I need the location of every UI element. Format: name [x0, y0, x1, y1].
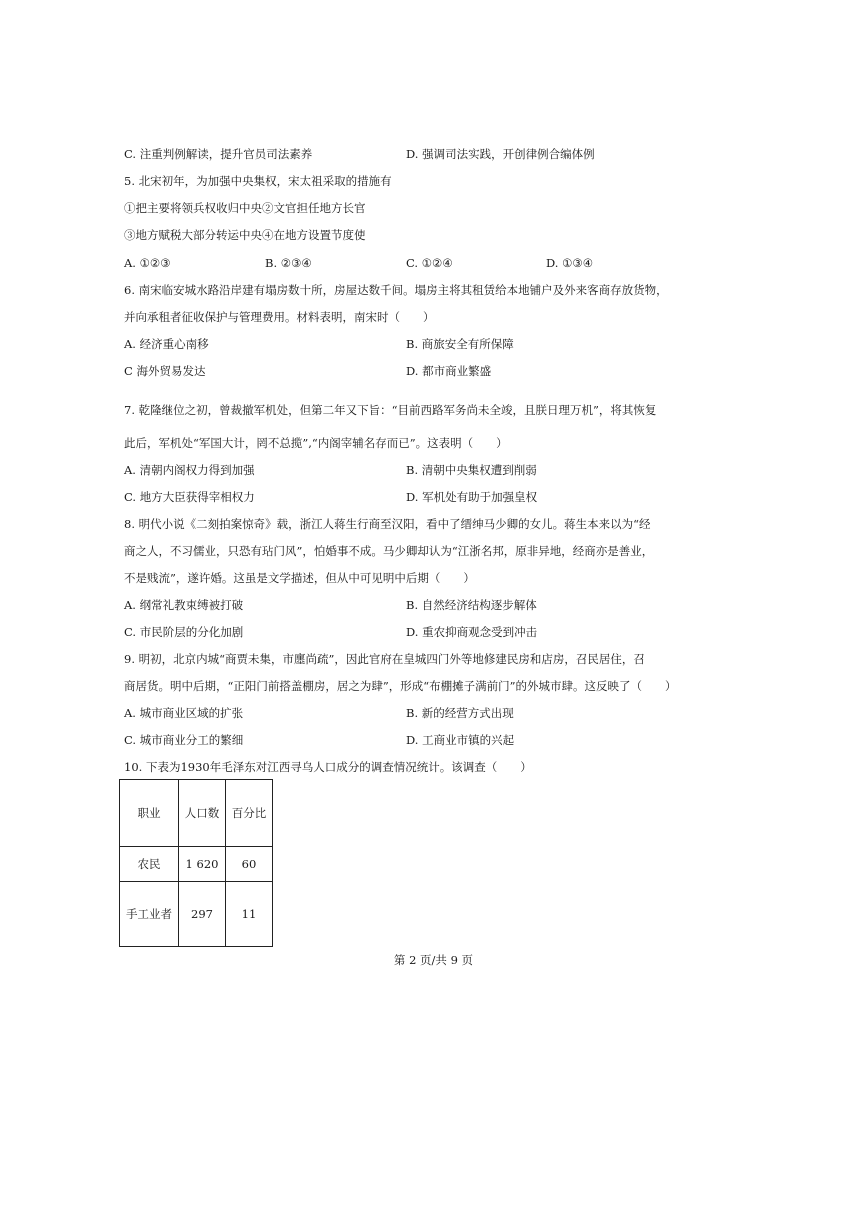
q8-option-a: A. 纲常礼教束缚被打破 — [124, 598, 244, 612]
q5-option-c: C. ①②④ — [406, 256, 453, 270]
table-cell: 11 — [226, 882, 273, 947]
q9-stem-line2: 商居货。明中后期，“正阳门前搭盖棚房，居之为肆”，形成“布棚摊子满前门”的外城市肆。这反映了（ ） — [124, 679, 677, 693]
q5-option-b: B. ②③④ — [265, 256, 312, 270]
q9-stem-line1: 9. 明初，北京内城“商贾未集，市廛尚疏”，因此官府在皇城四门外等地修建民房和店房，召民居住，召 — [124, 652, 645, 666]
q9-option-b: B. 新的经营方式出现 — [406, 706, 514, 720]
q8-option-d: D. 重农抑商观念受到冲击 — [406, 625, 538, 639]
table-header-row — [120, 780, 273, 847]
q6-option-a: A. 经济重心南移 — [124, 337, 209, 351]
q6-option-b: B. 商旅安全有所保障 — [406, 337, 514, 351]
q7-option-a: A. 清朝内阁权力得到加强 — [124, 463, 255, 477]
population-table — [119, 779, 273, 947]
q5-option-d: D. ①③④ — [546, 256, 594, 270]
q10-stem: 10. 下表为1930年毛泽东对江西寻乌人口成分的调查情况统计。该调查（ ） — [124, 760, 532, 774]
q7-stem-line2: 此后，军机处“军国大计，罔不总揽”,“内阁宰辅名存而已”。这表明（ ） — [124, 436, 508, 450]
q9-option-d: D. 工商业市镇的兴起 — [406, 733, 515, 747]
q4-option-c: C. 注重判例解读，提升官员司法素养 — [124, 147, 313, 161]
q6-stem-line1: 6. 南宋临安城水路沿岸建有塌房数十所，房屋达数千间。塌房主将其租赁给本地铺户及外来客商存放货物， — [124, 283, 668, 297]
q7-option-b: B. 清朝中央集权遭到削弱 — [406, 463, 537, 477]
q8-stem-line2: 商之人，不习儒业，只恐有玷门风”，怕婚事不成。马少卿却认为“江浙名邦，原非异地，经商亦是善业， — [124, 544, 654, 558]
table-cell: 1 620 — [179, 847, 226, 882]
table-row — [120, 847, 273, 882]
q4-option-d: D. 强调司法实践，开创律例合编体例 — [406, 147, 595, 161]
table-cell: 60 — [226, 847, 273, 882]
q9-option-a: A. 城市商业区域的扩张 — [124, 706, 244, 720]
table-header-cell: 人口数 — [179, 780, 226, 847]
q6-stem-line2: 并向承租者征收保护与管理费用。材料表明，南宋时（ ） — [124, 310, 435, 324]
q9-option-c: C. 城市商业分工的繁细 — [124, 733, 244, 747]
q8-stem-line3: 不是贱流”，遂许婚。这虽是文学描述，但从中可见明中后期（ ） — [124, 571, 475, 585]
table-header-cell: 职业 — [120, 780, 179, 847]
table-row — [120, 882, 273, 947]
q5-stem: 5. 北宋初年，为加强中央集权，宋太祖采取的措施有 — [124, 174, 392, 188]
q8-stem-line1: 8. 明代小说《二刻拍案惊奇》载，浙江人蒋生行商至汉阳，看中了缙绅马少卿的女儿。蒋生本来以为“经 — [124, 517, 651, 531]
table-cell: 农民 — [120, 847, 179, 882]
q8-option-c: C. 市民阶层的分化加剧 — [124, 625, 244, 639]
q5-items-line1: ①把主要将领兵权收归中央②文官担任地方长官 — [124, 201, 366, 215]
page-footer: 第 2 页/共 9 页 — [393, 953, 474, 967]
table-cell: 297 — [179, 882, 226, 947]
table-header-cell: 百分比 — [226, 780, 273, 847]
q5-option-a: A. ①②③ — [124, 256, 171, 270]
q8-option-b: B. 自然经济结构逐步解体 — [406, 598, 537, 612]
q6-option-d: D. 都市商业繁盛 — [406, 364, 492, 378]
q5-items-line2: ③地方赋税大部分转运中央④在地方设置节度使 — [124, 228, 366, 242]
table-cell: 手工业者 — [120, 882, 179, 947]
q7-option-d: D. 军机处有助于加强皇权 — [406, 490, 538, 504]
q7-stem-line1: 7. 乾隆继位之初，曾裁撤军机处，但第二年又下旨：“目前西路军务尚未全竣，且朕日理万机”，将其恢复 — [124, 403, 657, 417]
q7-option-c: C. 地方大臣获得宰相权力 — [124, 490, 255, 504]
q6-option-c: C 海外贸易发达 — [124, 364, 206, 378]
